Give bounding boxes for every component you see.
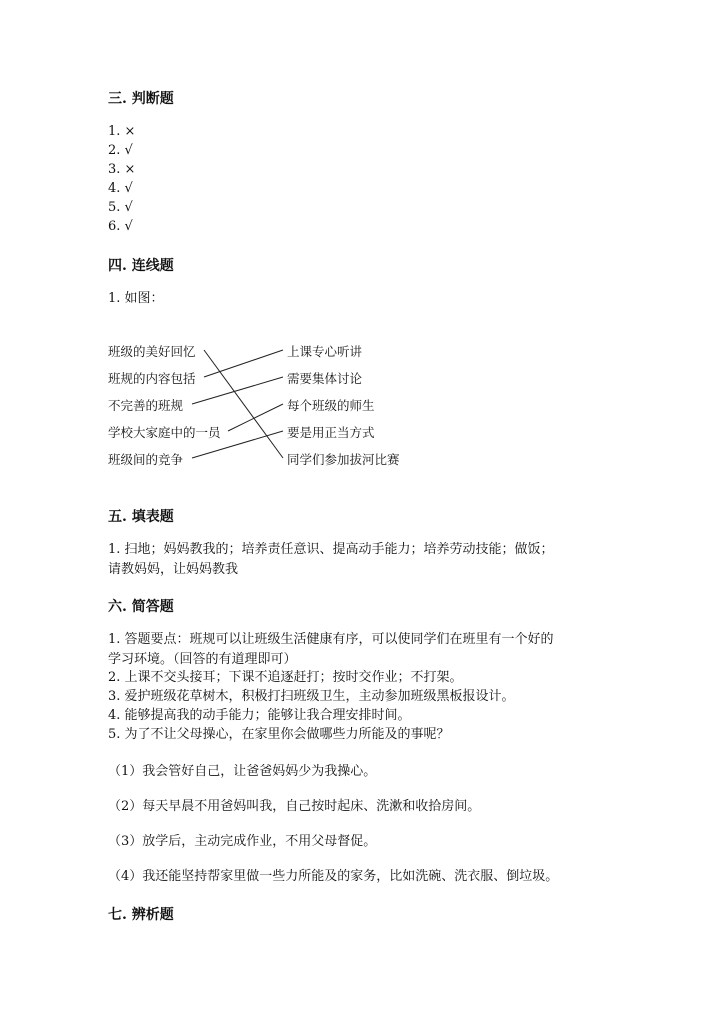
match-left-4: 学校大家庭中的一员 xyxy=(108,425,221,440)
judge-answer-2: 2. √ xyxy=(108,143,133,158)
fill-answer-line-1: 1. 扫地；妈妈教我的；培养责任意识、提高动手能力；培养劳动技能；做饭； xyxy=(108,542,554,557)
judge-answer-1: 1. × xyxy=(108,124,136,139)
judge-answer-4: 4. √ xyxy=(108,181,133,196)
short-answer-sub-1: （1）我会管好自己，让爸爸妈妈少为我操心。 xyxy=(108,764,377,779)
short-answer-sub-4: （4）我还能坚持帮家里做一些力所能及的家务，比如洗碗、洗衣服、倒垃圾。 xyxy=(108,869,559,884)
judge-answer-5: 5. √ xyxy=(108,200,133,215)
short-answer-line-3: 2. 上课不交头接耳；下课不追逐赶打；按时交作业；不打架。 xyxy=(108,670,463,685)
judge-answer-3: 3. × xyxy=(108,162,136,177)
match-right-3: 每个班级的师生 xyxy=(287,398,375,413)
match-left-2: 班规的内容包括 xyxy=(108,371,196,386)
section-6-title: 六. 简答题 xyxy=(108,599,174,615)
short-answer-line-5: 4. 能够提高我的动手能力；能够让我合理安排时间。 xyxy=(108,708,411,723)
match-right-1: 上课专心听讲 xyxy=(287,344,363,359)
fill-answer-line-2: 请教妈妈，让妈妈教我 xyxy=(108,562,239,577)
short-answer-sub-3: （3）放学后，主动完成作业，不用父母督促。 xyxy=(108,834,377,849)
short-answer-line-2: 学习环境。（回答的有道理即可） xyxy=(108,652,297,667)
match-left-3: 不完善的班规 xyxy=(108,398,184,413)
match-line-4 xyxy=(228,404,283,431)
section-5-title: 五. 填表题 xyxy=(108,509,174,525)
match-line-3 xyxy=(192,377,283,404)
short-answer-line-4: 3. 爱护班级花草树木，积极打扫班级卫生，主动参加班级黑板报设计。 xyxy=(108,689,515,704)
match-left-1: 班级的美好回忆 xyxy=(108,344,196,359)
match-right-2: 需要集体讨论 xyxy=(287,371,363,386)
match-right-5: 同学们参加拔河比赛 xyxy=(287,452,400,467)
match-intro: 1. 如图： xyxy=(108,291,164,306)
section-3-title: 三. 判断题 xyxy=(108,91,174,107)
match-left-5: 班级间的竞争 xyxy=(108,452,184,467)
judge-answer-6: 6. √ xyxy=(108,219,133,234)
section-4-title: 四. 连线题 xyxy=(108,258,174,274)
short-answer-line-6: 5. 为了不让父母操心，在家里你会做哪些力所能及的事呢？ xyxy=(108,727,450,742)
short-answer-sub-2: （2）每天早晨不用爸妈叫我，自己按时起床、洗漱和收拾房间。 xyxy=(108,799,481,814)
match-line-5 xyxy=(192,431,283,458)
match-right-4: 要是用正当方式 xyxy=(287,425,375,440)
match-line-2 xyxy=(204,350,283,377)
match-line-1 xyxy=(204,350,283,458)
section-7-title: 七. 辨析题 xyxy=(108,907,174,923)
short-answer-line-1: 1. 答题要点：班规可以让班级生活健康有序，可以使同学们在班里有一个好的 xyxy=(108,632,554,647)
